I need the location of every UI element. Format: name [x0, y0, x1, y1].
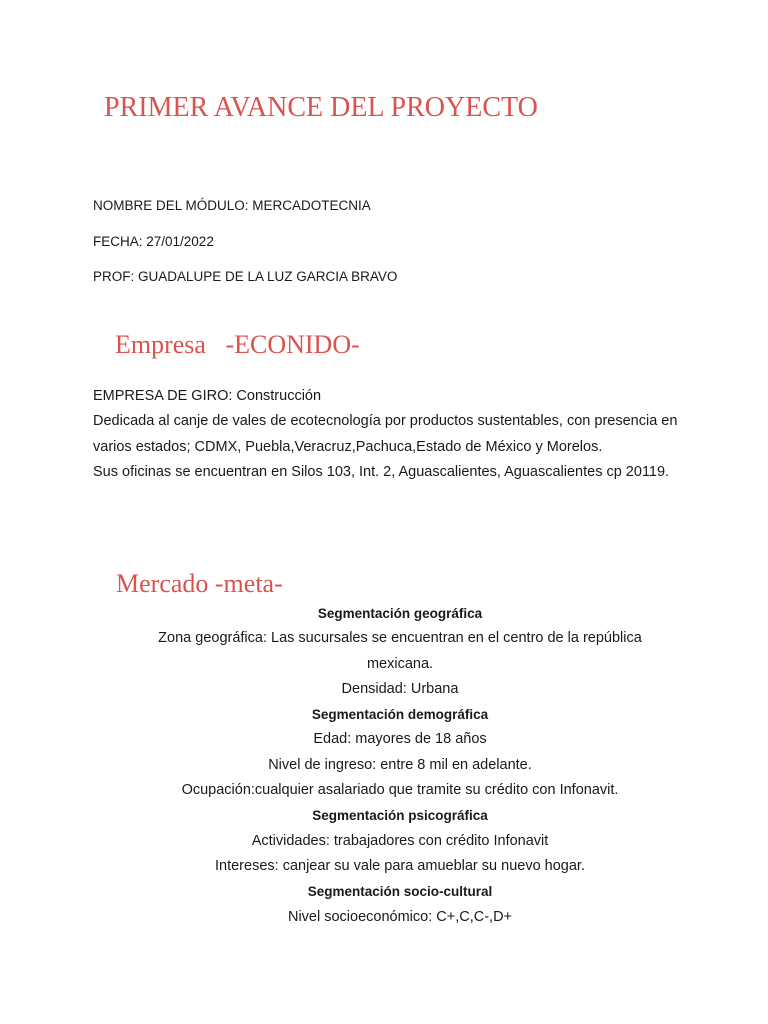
geo-segment-heading: Segmentación geográfica	[317, 606, 483, 621]
demo-occupation: Ocupación:cualquier asalariado que tramite su crédito con Infonavit.	[181, 782, 619, 799]
socio-level: Nivel socioeconómico: C+,C,C-,D+	[287, 908, 513, 925]
document-title: PRIMER AVANCE DEL PROYECTO	[104, 92, 538, 123]
empresa-address: Sus oficinas se encuentran en Silos 103, Int. 2, Aguascalientes, Aguascalientes cp 20119.	[93, 463, 670, 480]
geo-zone-line: Zona geográfica: Las sucursales se encuentran en el centro de la república	[158, 630, 642, 647]
empresa-giro: EMPRESA DE GIRO: Construcción	[93, 388, 322, 404]
psico-interests: Intereses: canjear su vale para amueblar su nuevo hogar.	[215, 857, 585, 874]
module-name: NOMBRE DEL MÓDULO: MERCADOTECNIA	[93, 198, 371, 213]
demo-segment-heading: Segmentación demográfica	[311, 707, 489, 723]
psico-activities: Actividades: trabajadores con crédito Infonavit	[251, 832, 549, 849]
empresa-description: Dedicada al canje de vales de ecotecnología por productos sustentables, con presencia en varios estados; CDMX, Puebla,Veracruz,Pachuca,Estado de México y Morelos.	[93, 413, 678, 455]
geo-density: Densidad: Urbana	[341, 680, 459, 697]
psico-segment-heading: Segmentación psicográfica	[312, 808, 488, 824]
demo-age: Edad: mayores de 18 años	[313, 731, 487, 748]
socio-segment-heading: Segmentación socio-cultural	[307, 884, 493, 900]
demo-income: Nivel de ingreso: entre 8 mil en adelante.	[268, 756, 532, 773]
segmentation-section	[0, 601, 768, 930]
empresa-section	[93, 384, 693, 485]
date-line: FECHA: 27/01/2022	[93, 234, 214, 249]
professor-line: PROF: GUADALUPE DE LA LUZ GARCIA BRAVO	[93, 269, 398, 284]
empresa-heading: Empresa -ECONIDO-	[115, 330, 360, 359]
geo-zone-line-continued: mexicana.	[366, 655, 434, 672]
mercado-heading: Mercado -meta-	[116, 569, 283, 598]
